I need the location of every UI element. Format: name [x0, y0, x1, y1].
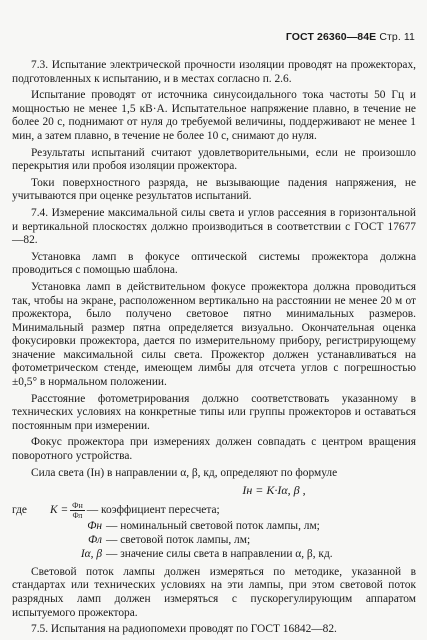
- paragraph-results: Результаты испытаний считают удовлетворительными, если не произошло перекрытия или пробоя изоляции прожектора.: [12, 146, 416, 173]
- page-number: Стр. 11: [379, 31, 415, 43]
- paragraph-test-source: Испытание проводят от источника синусоидального тока частоты 50 Гц и мощностью не менее 1,5 кВ·А. Испытательное напряжение плавно, в течение не более 20 с, поднимают от нуля до требуемой величины, поддерживают не менее 1 мин, а затем плавно, в течение не более 10 с, снимают до нуля.: [12, 89, 416, 142]
- i-symbol: Iα, β: [80, 548, 102, 561]
- phi-l-description: — световой поток лампы, лм;: [106, 534, 251, 547]
- paragraph-intensity: Сила света (Iн) в направлении α, β, кд, определяют по формуле: [31, 466, 338, 479]
- paragraph-discharge: Токи поверхностного разряда, не вызывающие падения напряжения, не учитываются при оценке результатов испытаний.: [12, 176, 416, 203]
- paragraph-focus-center: Фокус прожектора при измерениях должен совпадать с центром вращения поворотного устройства.: [12, 436, 416, 463]
- formula-definitions: [12, 501, 416, 562]
- main-formula: Iн = K·Iα, β ,: [242, 483, 306, 498]
- k-numerator: Фн: [72, 500, 83, 510]
- definition-i: [12, 548, 416, 562]
- page-header: [286, 31, 415, 43]
- i-description: — значение силы света в направлении α, β, кд.: [106, 548, 333, 561]
- standard-number: ГОСТ 26360—84Е: [285, 31, 377, 43]
- paragraph-7-4: 7.4. Измерение максимальной силы света и углов рассеяния в горизонтальной и вертикальной плоскостях должно производиться в соответствии с ГОСТ 17677—82.: [12, 206, 416, 247]
- paragraph-7-3: 7.3. Испытание электрической прочности изоляции проводят на прожекторах, подготовленных к испытанию, и в местах согласно п. 2.6.: [12, 59, 416, 85]
- paragraph-lamp-template: Установка ламп в фокусе оптической системы прожектора должна проводиться с помощью шаблона.: [12, 250, 416, 277]
- phi-n-symbol: Фн: [87, 520, 102, 533]
- k-fraction: [70, 501, 85, 520]
- k-denominator: Фл: [72, 510, 83, 520]
- document-body: [12, 59, 416, 640]
- paragraph-lamp-focus: Установка ламп в действительном фокусе прожектора должна проводиться так, чтобы на экране, расположенном вертикально на расстоянии не менее 20 м от прожектора, было получено световое пятно минимальных размеров. Минимальный размер пятна определяется визуально. Окончательная оценка фокусировки прожектора, дается по измерительному прибору, регистрирующему значение максимальной силы света. Прожектор должен устанавливаться на фотометрическом стенде, имеющем лимбы для отсчета углов с погрешностью ±0,5° в нормальном положении.: [12, 280, 416, 389]
- definition-phi-l: [12, 534, 416, 548]
- phi-n-description: — номинальный световой поток лампы, лм;: [106, 520, 320, 533]
- k-description: — коэффициент пересчета;: [86, 503, 220, 516]
- paragraph-distance: Расстояние фотометрирования должно соответствовать указанному в технических условиях на конкретные типы или группы прожекторов и оставаться постоянным при измерении.: [12, 392, 416, 432]
- k-symbol: K =: [50, 503, 69, 516]
- definition-k: [12, 501, 416, 520]
- phi-l-symbol: Фл: [88, 534, 102, 547]
- paragraph-7-5: 7.5. Испытания на радиопомехи проводят по ГОСТ 16842—82.: [31, 623, 337, 636]
- where-label: где: [12, 503, 27, 516]
- definition-phi-n: [12, 520, 416, 534]
- paragraph-luminous-flux: Световой поток лампы должен измеряться по методике, указанной в стандартах или технических условиях на эти лампы, при этом световой поток разрядных ламп должен измеряться с пускорегулирующим аппаратом испытуемого прожектора.: [12, 565, 416, 619]
